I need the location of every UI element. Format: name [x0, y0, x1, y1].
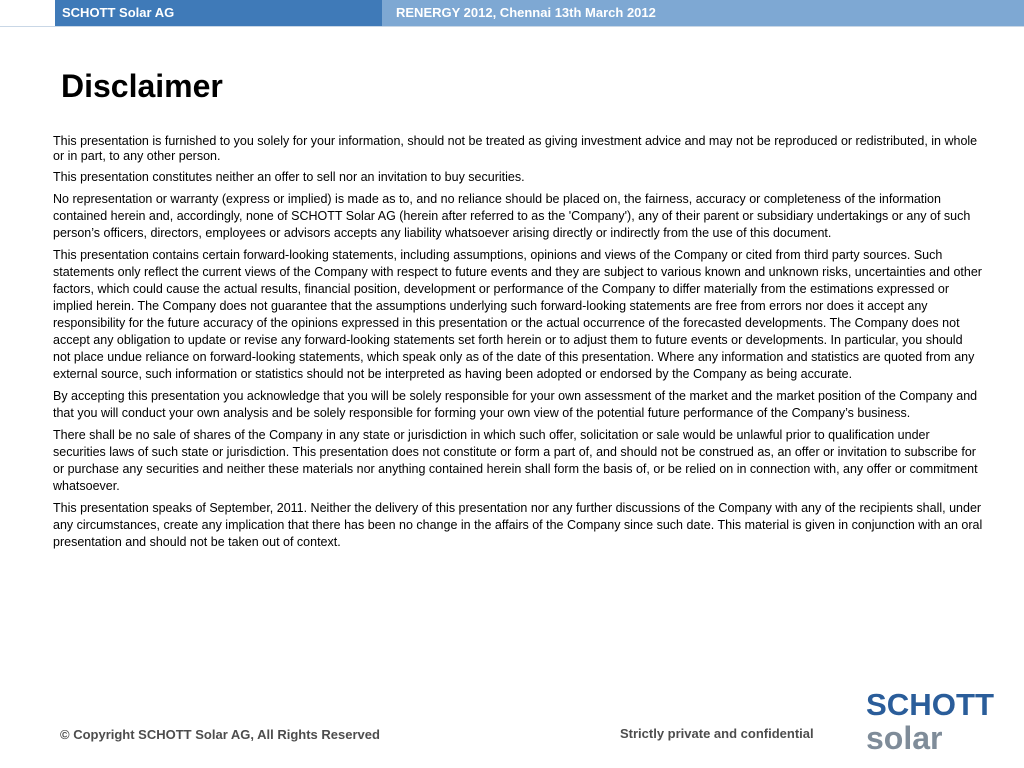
- header-divider: [0, 26, 1024, 27]
- paragraph-4: This presentation contains certain forward-looking statements, including assumptions, opinions and views of the Company or cited from third party sources. Such statements only reflect the current views of the Company with respect to future events and they are subject to various known and unknown risks, uncertainties and other factors, which could cause the actual results, financial position, development or performance of the Company to differ materially from the estimations expressed or implied herein. The Company does not guarantee that the assumptions underlying such forward-looking statements are free from errors nor does it accept any responsibility for the future accuracy of the opinions expressed in this presentation or the actual occurrence of the forecasted developments. The Company does not accept any obligation to update or revise any forward-looking statements set forth herein or to adjust them to future events or developments. In particular, you should not place undue reliance on forward-looking statements, which speak only as of the date of this presentation. Where any information and statistics are quoted from any external source, such information or statistics should not be interpreted as having been adopted or endorsed by the Company as being accurate.: [53, 248, 982, 381]
- header-bar: [0, 0, 1024, 26]
- disclaimer-body: [53, 134, 983, 556]
- confidential-notice: Strictly private and confidential: [620, 726, 814, 741]
- paragraph-2: This presentation constitutes neither an offer to sell nor an invitation to buy securities.: [53, 170, 525, 184]
- copyright-notice: © Copyright SCHOTT Solar AG, All Rights Reserved: [60, 727, 380, 742]
- paragraph-5: By accepting this presentation you acknowledge that you will be solely responsible for your own assessment of the market and the market position of the Company and that you will conduct your own analysis and be solely responsible for forming your own view of the potential future performance of the Company’s business.: [53, 389, 978, 420]
- header-company: SCHOTT Solar AG: [62, 5, 175, 20]
- paragraph-3: No representation or warranty (express or implied) is made as to, and no reliance should be placed on, the fairness, accuracy or completeness of the information contained herein and, accordingly, none of SCHOTT Solar AG (herein after referred to as the 'Company'), any of their parent or subsidiary undertakings or any of such person’s officers, directors, employees or advisors accepts any liability whatsoever arising directly or indirectly from the use of this document.: [53, 192, 971, 240]
- paragraph-7: This presentation speaks of September, 2011. Neither the delivery of this presentation nor any further discussions of the Company with any of the recipients shall, under any circumstances, create any implication that there has been no change in the affairs of the Company since such date. This material is given in conjunction with an oral presentation and should not be taken out of context.: [53, 501, 983, 549]
- header-lead-space: [0, 0, 55, 26]
- page-title: Disclaimer: [61, 68, 223, 104]
- logo-line2: solar: [866, 720, 943, 756]
- logo-line1: SCHOTT: [866, 687, 995, 722]
- paragraph-6: There shall be no sale of shares of the Company in any state or jurisdiction in which such offer, solicitation or sale would be unlawful prior to qualification under securities laws of such state or jurisdiction. This presentation does not constitute or form a part of, and should not be construed as, an offer or invitation to subscribe for or purchase any securities and neither these materials nor anything contained herein shall form the basis of, or be relied on in connection with, any offer or commitment whatsoever.: [53, 428, 978, 493]
- schott-solar-logo: [864, 684, 1004, 756]
- header-event: RENERGY 2012, Chennai 13th March 2012: [396, 5, 656, 20]
- paragraph-1: This presentation is furnished to you solely for your information, should not be treated as giving investment advice and may not be reproduced or redistributed, in whole or in part, to any other person.: [53, 134, 978, 163]
